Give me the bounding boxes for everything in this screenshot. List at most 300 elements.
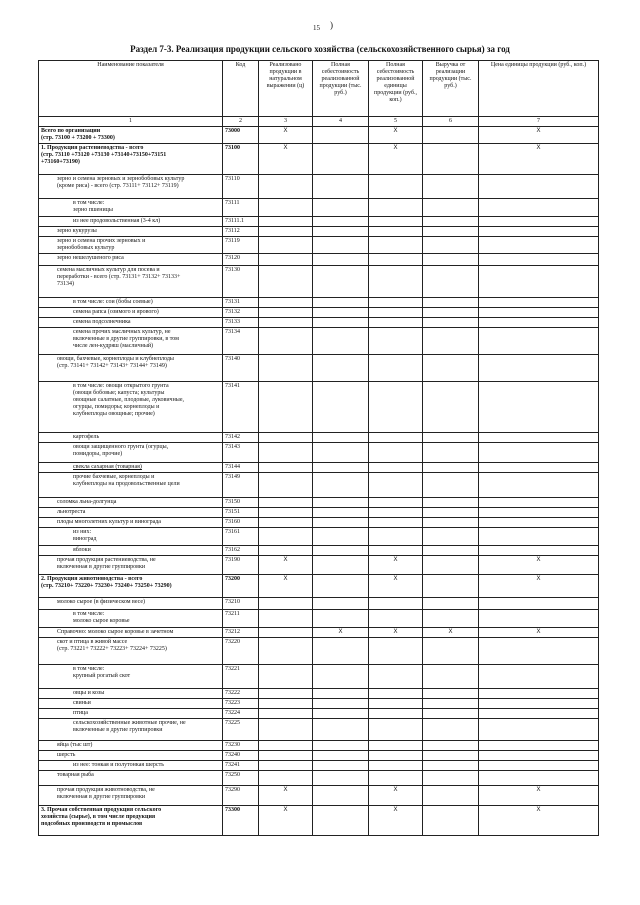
row-label: [39, 144, 223, 175]
row-label: [39, 751, 223, 761]
empty-cell: [369, 508, 423, 518]
empty-cell: [259, 741, 313, 751]
row-code: 73130: [223, 266, 259, 298]
row-label-line: плоды многолетних культур и винограда: [57, 519, 161, 525]
row-label-line: в том числе:: [73, 666, 105, 672]
row-label-line: Всего по организации: [41, 128, 101, 134]
empty-cell: [313, 508, 369, 518]
empty-cell: [369, 318, 423, 328]
table-row: [39, 463, 599, 473]
column-number: 1: [39, 117, 223, 127]
row-label-line: молоко сырое (в физическом весе): [57, 599, 146, 605]
row-label-line: овощные салатные, плодовые, луковичные,: [73, 397, 184, 403]
row-label: [39, 227, 223, 237]
row-label: [39, 528, 223, 546]
row-code: 73210: [223, 598, 259, 610]
row-label: [39, 806, 223, 836]
column-header-7: Цена единицы продукции (руб., коп.): [479, 61, 599, 117]
empty-cell: [479, 598, 599, 610]
row-code: 73241: [223, 761, 259, 771]
row-label-line: яйца (тыс шт): [57, 742, 93, 748]
empty-cell: [479, 528, 599, 546]
column-number: 7: [479, 117, 599, 127]
table-row: [39, 598, 599, 610]
table-row: [39, 237, 599, 254]
row-code: 73111.1: [223, 217, 259, 227]
table-row: [39, 806, 599, 836]
row-label: [39, 355, 223, 382]
row-label-line: семена рапса (озимого и ярового): [73, 309, 159, 315]
table-row: [39, 433, 599, 443]
table-row: [39, 473, 599, 498]
row-label: [39, 598, 223, 610]
row-label-line: (стр. 73221+ 73222+ 73223+ 73224+ 73225): [57, 646, 167, 652]
empty-cell: [479, 665, 599, 689]
row-code: 73140: [223, 355, 259, 382]
x-mark-cell: X: [479, 556, 599, 575]
table-row: [39, 638, 599, 665]
empty-cell: [479, 761, 599, 771]
row-label-line: яблоки: [73, 547, 91, 553]
row-label-line: соломка льна-долгунца: [57, 499, 117, 505]
empty-cell: [313, 227, 369, 237]
row-code: 73131: [223, 298, 259, 308]
row-label-line: (стр. 73141+ 73142+ 73143+ 73144+ 73149): [57, 363, 167, 369]
empty-cell: [423, 433, 479, 443]
empty-cell: [423, 741, 479, 751]
column-header-5: Полная себестоимость реализованной единицы продукции (руб., коп.): [369, 61, 423, 117]
row-label: [39, 771, 223, 786]
row-label: [39, 699, 223, 709]
x-mark-cell: X: [313, 628, 369, 638]
row-label-line: подсобных производств и промыслов: [41, 821, 143, 827]
table-row: [39, 709, 599, 719]
empty-cell: [369, 546, 423, 556]
row-label-line: свекла сахарная (товарная): [73, 464, 142, 470]
empty-cell: [369, 266, 423, 298]
row-label-line: включенная в другие группировки: [57, 794, 146, 800]
empty-cell: [423, 665, 479, 689]
row-code: 73143: [223, 443, 259, 463]
empty-cell: [423, 518, 479, 528]
row-label: [39, 382, 223, 433]
empty-cell: [423, 689, 479, 699]
empty-cell: [369, 227, 423, 237]
empty-cell: [369, 217, 423, 227]
empty-cell: [423, 556, 479, 575]
table-row: [39, 556, 599, 575]
row-label: [39, 518, 223, 528]
empty-cell: [423, 144, 479, 175]
table-row: [39, 328, 599, 355]
row-code: 73111: [223, 199, 259, 217]
x-mark-cell: X: [479, 575, 599, 598]
handwritten-mark: ): [330, 20, 333, 30]
row-label-line: товарная рыба: [57, 772, 94, 778]
empty-cell: [423, 719, 479, 741]
table-row: [39, 699, 599, 709]
row-label: [39, 175, 223, 199]
row-label-line: клубнеплоды овощные; прочие): [73, 411, 155, 417]
row-label-line: (овощи бобовые; капуста; культуры: [73, 390, 165, 396]
empty-cell: [259, 528, 313, 546]
empty-cell: [423, 254, 479, 266]
row-label-line: числе лен-кудряш (масличный): [73, 343, 154, 349]
empty-cell: [313, 719, 369, 741]
column-numbers-row: [39, 117, 599, 127]
table-row: [39, 518, 599, 528]
empty-cell: [479, 463, 599, 473]
empty-cell: [313, 175, 369, 199]
row-label-line: из нее: тонкая и полутонкая шерсть: [73, 762, 164, 768]
empty-cell: [423, 463, 479, 473]
empty-cell: [369, 518, 423, 528]
row-code: 73134: [223, 328, 259, 355]
empty-cell: [313, 771, 369, 786]
row-label-line: зерно и семена прочих зерновых и: [57, 238, 146, 244]
row-code: 73221: [223, 665, 259, 689]
empty-cell: [423, 546, 479, 556]
row-label-line: зернобобовых культур: [57, 245, 115, 251]
empty-cell: [423, 751, 479, 761]
row-label: [39, 546, 223, 556]
column-number: 3: [259, 117, 313, 127]
empty-cell: [313, 741, 369, 751]
row-label: [39, 433, 223, 443]
row-code: 73240: [223, 751, 259, 761]
empty-cell: [313, 575, 369, 598]
row-label-line: семена прочих масличных культур, не: [73, 329, 171, 335]
empty-cell: [423, 175, 479, 199]
row-label: [39, 199, 223, 217]
empty-cell: [259, 638, 313, 665]
row-code: 73132: [223, 308, 259, 318]
row-label-line: прочие бахчевые, корнеплоды и: [73, 474, 155, 480]
row-code: 73290: [223, 786, 259, 806]
empty-cell: [423, 217, 479, 227]
row-code: 73190: [223, 556, 259, 575]
empty-cell: [369, 237, 423, 254]
empty-cell: [369, 328, 423, 355]
row-code: 73149: [223, 473, 259, 498]
empty-cell: [259, 546, 313, 556]
empty-cell: [259, 298, 313, 308]
table-row: [39, 318, 599, 328]
row-label-line: молоко сырое коровье: [73, 618, 130, 624]
empty-cell: [313, 433, 369, 443]
empty-cell: [369, 665, 423, 689]
empty-cell: [479, 689, 599, 699]
x-mark-cell: X: [259, 556, 313, 575]
x-mark-cell: X: [259, 127, 313, 144]
empty-cell: [479, 699, 599, 709]
column-number: 2: [223, 117, 259, 127]
empty-cell: [313, 556, 369, 575]
empty-cell: [369, 433, 423, 443]
empty-cell: [479, 473, 599, 498]
x-mark-cell: X: [479, 806, 599, 836]
x-mark-cell: X: [369, 127, 423, 144]
empty-cell: [423, 771, 479, 786]
table-row: [39, 175, 599, 199]
empty-cell: [259, 227, 313, 237]
table-row: [39, 719, 599, 741]
empty-cell: [479, 518, 599, 528]
table-row: [39, 144, 599, 175]
empty-cell: [313, 665, 369, 689]
empty-cell: [259, 463, 313, 473]
empty-cell: [479, 610, 599, 628]
empty-cell: [259, 175, 313, 199]
empty-cell: [259, 508, 313, 518]
empty-cell: [259, 751, 313, 761]
row-label-line: птица: [73, 710, 88, 716]
column-header-1: Наименование показателя: [39, 61, 223, 117]
row-code: 73223: [223, 699, 259, 709]
row-label-line: включенные в другие группировки, в том: [73, 336, 179, 342]
empty-cell: [313, 298, 369, 308]
row-code: 73110: [223, 175, 259, 199]
table-row: [39, 355, 599, 382]
row-code: 73220: [223, 638, 259, 665]
x-mark-cell: X: [369, 144, 423, 175]
table-row: [39, 665, 599, 689]
empty-cell: [369, 719, 423, 741]
row-code: 73133: [223, 318, 259, 328]
row-label: [39, 254, 223, 266]
x-mark-cell: X: [259, 806, 313, 836]
empty-cell: [259, 761, 313, 771]
x-mark-cell: X: [369, 786, 423, 806]
column-header-3: Реализовано продукции в натуральном выражении (ц): [259, 61, 313, 117]
empty-cell: [259, 628, 313, 638]
empty-cell: [369, 528, 423, 546]
row-code: 73119: [223, 237, 259, 254]
empty-cell: [479, 498, 599, 508]
empty-cell: [423, 308, 479, 318]
empty-cell: [313, 237, 369, 254]
row-code: 73150: [223, 498, 259, 508]
row-label-line: шерсть: [57, 752, 76, 758]
row-label: [39, 473, 223, 498]
empty-cell: [313, 638, 369, 665]
empty-cell: [369, 175, 423, 199]
empty-cell: [259, 498, 313, 508]
empty-cell: [313, 546, 369, 556]
empty-cell: [423, 227, 479, 237]
row-label: [39, 689, 223, 699]
empty-cell: [369, 298, 423, 308]
header-row: [39, 61, 599, 117]
row-code: 73225: [223, 719, 259, 741]
empty-cell: [479, 709, 599, 719]
row-label-line: переработки - всего (стр. 73131+ 73132+ 73133+: [57, 274, 181, 280]
empty-cell: [479, 433, 599, 443]
empty-cell: [369, 498, 423, 508]
empty-cell: [313, 217, 369, 227]
empty-cell: [313, 786, 369, 806]
empty-cell: [313, 498, 369, 508]
empty-cell: [479, 237, 599, 254]
row-label: [39, 556, 223, 575]
empty-cell: [423, 443, 479, 463]
empty-cell: [369, 771, 423, 786]
empty-cell: [259, 771, 313, 786]
empty-cell: [423, 298, 479, 308]
row-label-line: (стр. 73110 +73120 +73130 +73140+73150+73151: [41, 152, 167, 158]
row-label: [39, 318, 223, 328]
row-label-line: зерно кукурузы: [57, 228, 97, 234]
empty-cell: [423, 806, 479, 836]
row-label-line: виноград: [73, 536, 97, 542]
row-label: [39, 266, 223, 298]
empty-cell: [369, 761, 423, 771]
row-label-line: скот и птица в живой массе: [57, 639, 128, 645]
row-label-line: в том числе:: [73, 200, 105, 206]
row-label-line: семена масличных культур для посева и: [57, 267, 160, 273]
empty-cell: [313, 528, 369, 546]
x-mark-cell: X: [479, 127, 599, 144]
empty-cell: [259, 254, 313, 266]
table-row: [39, 498, 599, 508]
empty-cell: [479, 217, 599, 227]
row-label-line: овцы и козы: [73, 690, 105, 696]
row-label-line: (стр. 73210+ 73220+ 73230+ 73240+ 73250+ 73290): [41, 583, 172, 589]
empty-cell: [313, 254, 369, 266]
empty-cell: [313, 318, 369, 328]
row-code: 73161: [223, 528, 259, 546]
empty-cell: [259, 699, 313, 709]
row-label-line: (стр. 73100 + 73200 + 73300): [41, 135, 115, 141]
empty-cell: [423, 237, 479, 254]
empty-cell: [423, 266, 479, 298]
row-label-line: свиньи: [73, 700, 91, 706]
x-mark-cell: X: [369, 556, 423, 575]
empty-cell: [423, 699, 479, 709]
empty-cell: [313, 463, 369, 473]
row-code: 73000: [223, 127, 259, 144]
empty-cell: [479, 508, 599, 518]
row-code: 73224: [223, 709, 259, 719]
empty-cell: [423, 328, 479, 355]
row-code: 73222: [223, 689, 259, 699]
column-header-4: Полная себестоимость реализованной продукции (тыс. руб.): [313, 61, 369, 117]
row-label-line: хозяйства (сырье), в том числе продукция: [41, 814, 156, 820]
empty-cell: [259, 610, 313, 628]
empty-cell: [423, 318, 479, 328]
row-code: 73162: [223, 546, 259, 556]
row-code: 73144: [223, 463, 259, 473]
row-label: [39, 719, 223, 741]
empty-cell: [423, 761, 479, 771]
row-label-line: (кроме риса) - всего (стр. 73111+ 73112+ 73119): [57, 183, 179, 189]
column-number: 5: [369, 117, 423, 127]
row-label-line: включенная в другие группировки: [57, 564, 146, 570]
row-label: [39, 709, 223, 719]
row-label: [39, 761, 223, 771]
row-label: [39, 463, 223, 473]
empty-cell: [259, 719, 313, 741]
empty-cell: [369, 709, 423, 719]
empty-cell: [369, 751, 423, 761]
empty-cell: [423, 575, 479, 598]
row-label: [39, 328, 223, 355]
table-row: [39, 382, 599, 433]
empty-cell: [313, 518, 369, 528]
empty-cell: [369, 463, 423, 473]
empty-cell: [479, 318, 599, 328]
empty-cell: [479, 266, 599, 298]
row-label: [39, 127, 223, 144]
empty-cell: [259, 308, 313, 318]
empty-cell: [369, 598, 423, 610]
row-label-line: прочая продукция животноводства, не: [57, 787, 155, 793]
empty-cell: [423, 498, 479, 508]
table-row: [39, 227, 599, 237]
row-code: 73100: [223, 144, 259, 175]
row-label: [39, 308, 223, 318]
empty-cell: [479, 254, 599, 266]
column-number: 4: [313, 117, 369, 127]
table-row: [39, 298, 599, 308]
empty-cell: [313, 689, 369, 699]
empty-cell: [313, 761, 369, 771]
empty-cell: [313, 473, 369, 498]
empty-cell: [369, 355, 423, 382]
row-code: 73142: [223, 433, 259, 443]
empty-cell: [423, 199, 479, 217]
row-label-line: зерно и семена зерновых и зернобобовых культур: [57, 176, 185, 182]
empty-cell: [259, 266, 313, 298]
row-label-line: семена подсолнечника: [73, 319, 131, 325]
empty-cell: [369, 699, 423, 709]
row-label-line: льнотреста: [57, 509, 86, 515]
x-mark-cell: X: [369, 575, 423, 598]
empty-cell: [479, 771, 599, 786]
table-row: [39, 741, 599, 751]
empty-cell: [423, 508, 479, 518]
row-label-line: 73134): [57, 281, 74, 287]
empty-cell: [479, 227, 599, 237]
empty-cell: [479, 638, 599, 665]
empty-cell: [259, 598, 313, 610]
empty-cell: [259, 318, 313, 328]
row-label: [39, 665, 223, 689]
table-row: [39, 508, 599, 518]
empty-cell: [313, 199, 369, 217]
empty-cell: [259, 473, 313, 498]
row-label-line: из них:: [73, 529, 92, 535]
sales-table: [38, 60, 599, 836]
table-row: [39, 528, 599, 546]
row-code: 73211: [223, 610, 259, 628]
empty-cell: [259, 237, 313, 254]
row-label-line: овощи, бахчевые, корнеплоды и клубнеплоды: [57, 356, 174, 362]
empty-cell: [479, 328, 599, 355]
row-label-line: 2. Продукция животноводства - всего: [41, 576, 143, 582]
x-mark-cell: X: [259, 144, 313, 175]
x-mark-cell: X: [369, 806, 423, 836]
empty-cell: [423, 638, 479, 665]
empty-cell: [479, 298, 599, 308]
row-label: [39, 741, 223, 751]
empty-cell: [259, 328, 313, 355]
row-label-line: помидоры, прочие): [73, 451, 123, 457]
x-mark-cell: X: [479, 144, 599, 175]
empty-cell: [369, 741, 423, 751]
empty-cell: [313, 610, 369, 628]
empty-cell: [369, 610, 423, 628]
